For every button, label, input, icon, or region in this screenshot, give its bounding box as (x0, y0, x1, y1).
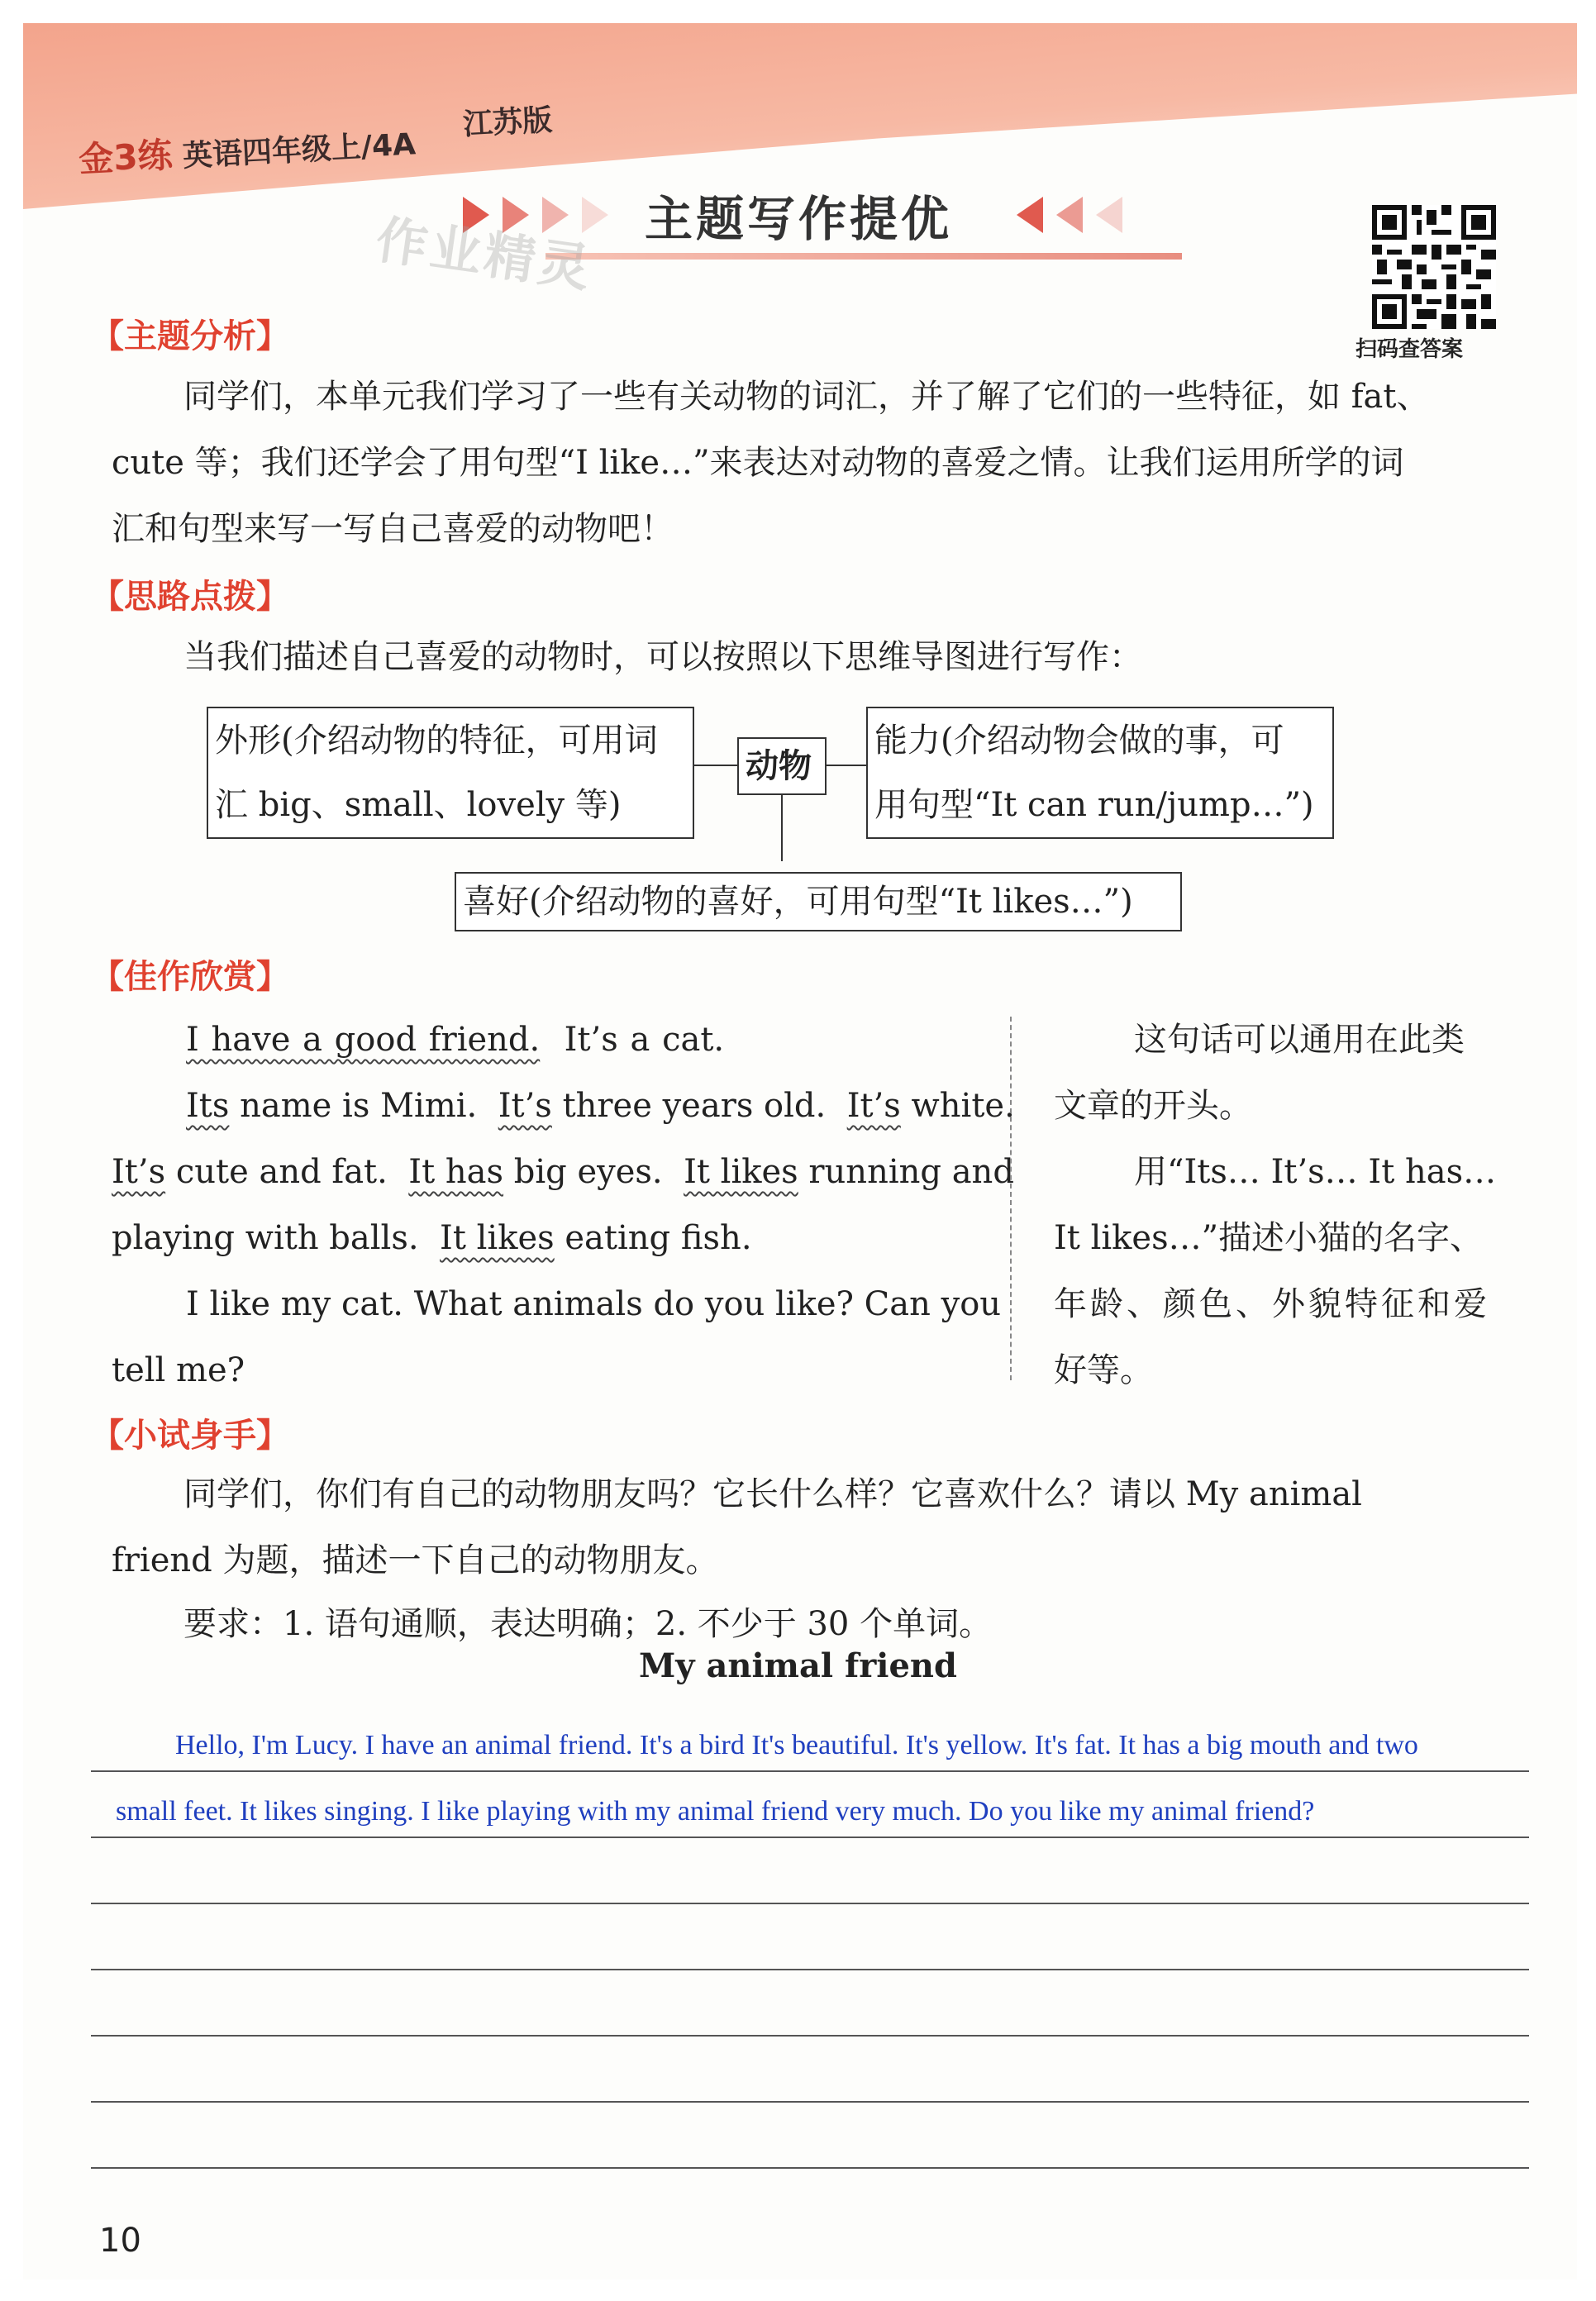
writing-line (91, 2035, 1529, 2037)
section-heading-tips: 【思路点拨】 (91, 578, 289, 616)
note-1-line-1: 这句话可以通用在此类 (1134, 1021, 1465, 1059)
mindmap-appearance-line-1: 外形(介绍动物的特征，可用词 (215, 722, 658, 760)
practice-line-2: friend 为题，描述一下自己的动物朋友。 (112, 1541, 719, 1579)
writing-line (91, 2101, 1529, 2103)
sample-line-1 (186, 1007, 724, 1073)
sample-keyword: Its (186, 1087, 230, 1125)
page-title: 主题写作提优 (645, 191, 953, 247)
sample-keyword: It’s (846, 1087, 901, 1125)
sample-keyword: It’s (112, 1153, 166, 1191)
section-heading-sample: 【佳作欣赏】 (91, 958, 289, 996)
note-2-line-2: It likes…”描述小猫的名字、 (1054, 1219, 1484, 1257)
arrow-left-icon (1056, 197, 1083, 233)
sample-line-5: I like my cat. What animals do you like? Can you (186, 1285, 1002, 1323)
practice-line-1: 同学们，你们有自己的动物朋友吗？它长什么样？它喜欢什么？请以 My animal (183, 1475, 1362, 1513)
title-underline (545, 253, 1182, 260)
writing-line (91, 1903, 1529, 1904)
sample-notes-divider (1010, 1017, 1012, 1380)
sample-line-3 (112, 1139, 1014, 1205)
sample-text: running and (808, 1153, 1014, 1191)
note-2-line-1: 用“Its… It’s… It has… (1134, 1153, 1497, 1191)
sample-line-2 (186, 1073, 1015, 1139)
writing-line (91, 1969, 1529, 1970)
writing-line (91, 1770, 1529, 1772)
mindmap-ability-line-1: 能力(介绍动物会做的事，可 (874, 722, 1284, 760)
sample-keyword: It likes (440, 1219, 555, 1257)
series-logo: 金3练 (78, 134, 174, 180)
sample-keyword: It has (408, 1153, 504, 1191)
sample-text: white. (911, 1087, 1015, 1125)
sample-text: big eyes. (513, 1153, 663, 1191)
sample-text: name is Mimi. (240, 1087, 478, 1125)
handwritten-answer-line-2[interactable]: small feet. It likes singing. I like playing with my animal friend very much. Do you like my animal friend? (116, 1796, 1315, 1827)
arrow-left-icon (1096, 197, 1122, 233)
writing-line (91, 2167, 1529, 2169)
section-heading-analysis: 【主题分析】 (91, 317, 289, 355)
watermark: 作业精灵 (372, 208, 598, 299)
series-subject: 英语四年级上/4A (182, 127, 417, 174)
note-2-line-3: 年龄、颜色、外貌特征和爱 (1054, 1285, 1490, 1323)
analysis-line-3: 汇和句型来写一写自己喜爱的动物吧！ (112, 510, 674, 548)
practice-requirements: 要求：1. 语句通顺，表达明确；2. 不少于 30 个单词。 (183, 1605, 993, 1643)
mindmap-center-box: 动物 (737, 737, 827, 795)
sample-keyword: It likes (684, 1153, 798, 1191)
sample-text: It’s a cat. (564, 1021, 725, 1059)
sample-text: three years old. (562, 1087, 827, 1125)
mindmap-likes-box: 喜好(介绍动物的喜好，可用句型“It likes…”) (455, 872, 1182, 931)
sample-text: cute and fat. (175, 1153, 388, 1191)
handwritten-answer-line-1[interactable]: Hello, I'm Lucy. I have an animal friend. It's a bird It's beautiful. It's yellow. It's fat. It has a big mouth and two (175, 1730, 1418, 1760)
connector-line (694, 765, 737, 766)
mindmap-appearance-box (207, 707, 694, 839)
mindmap-appearance-line-2: 汇 big、small、lovely 等) (215, 786, 622, 824)
note-2-line-4: 好等。 (1054, 1351, 1153, 1389)
qr-label: 扫码查答案 (1355, 337, 1464, 362)
connector-line (781, 795, 783, 861)
page-number: 10 (99, 2222, 141, 2260)
section-heading-practice: 【小试身手】 (91, 1417, 289, 1455)
qr-code-icon[interactable] (1372, 205, 1496, 329)
sample-line-6: tell me? (112, 1351, 245, 1389)
note-1-line-2: 文章的开头。 (1054, 1087, 1252, 1125)
connector-line (827, 765, 866, 766)
sample-text: eating fish. (565, 1219, 752, 1257)
edition-label: 江苏版 (462, 103, 554, 142)
sample-text: playing with balls. (112, 1219, 419, 1257)
writing-line (91, 1837, 1529, 1838)
analysis-line-2: cute 等；我们还学会了用句型“I like…”来表达对动物的喜爱之情。让我们运用所学的词 (112, 444, 1404, 482)
analysis-line-1: 同学们，本单元我们学习了一些有关动物的词汇，并了解了它们的一些特征，如 fat、 (183, 378, 1430, 416)
sample-keyword: It’s (498, 1087, 552, 1125)
essay-title: My animal friend (639, 1646, 957, 1685)
arrow-left-icon (1017, 197, 1043, 233)
sample-line-4 (112, 1205, 752, 1271)
mindmap-ability-line-2: 用句型“It can run/jump…”) (874, 786, 1314, 824)
tips-intro: 当我们描述自己喜爱的动物时，可以按照以下思维导图进行写作： (183, 638, 1142, 676)
sample-opening-sentence: I have a good friend. (186, 1021, 541, 1059)
mindmap-ability-box (866, 707, 1334, 839)
